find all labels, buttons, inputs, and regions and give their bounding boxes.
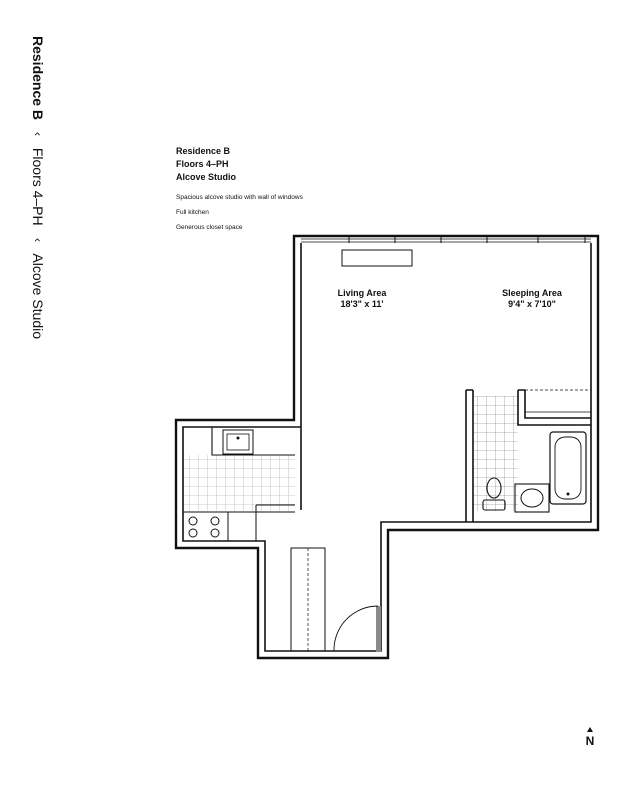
bathtub-drain (567, 493, 570, 496)
chevron-icon: ‹ (31, 237, 45, 242)
burner-icon (211, 529, 219, 537)
living-area-label (322, 288, 402, 310)
side-title-unit: Residence B (30, 36, 46, 121)
side-title-floors: Floors 4–PH (30, 147, 46, 226)
bath-floor-tile-extra (473, 396, 518, 511)
info-type: Alcove Studio (176, 172, 237, 182)
burner-icon (189, 517, 197, 525)
feature-item: Generous closet space (176, 224, 243, 231)
burner-icon (211, 517, 219, 525)
compass-north-letter: N (585, 734, 595, 748)
vanity-sink (521, 489, 543, 507)
side-title-type: Alcove Studio (30, 253, 46, 340)
radiator (342, 250, 412, 266)
burner-icon (189, 529, 197, 537)
kitchen-sink-drain (237, 437, 240, 440)
sleeping-area-name: Sleeping Area (502, 288, 562, 298)
chevron-icon: ‹ (31, 131, 45, 136)
sleeping-area-label (490, 288, 574, 310)
vanity (515, 484, 549, 512)
kitchen-floor-tile (183, 455, 295, 511)
compass (582, 722, 598, 748)
entry-door-panel (376, 606, 381, 652)
info-floors: Floors 4–PH (176, 159, 229, 169)
info-unit: Residence B (176, 146, 231, 156)
living-area-dims: 18'3" x 11' (340, 299, 384, 309)
door-swing-arc (334, 606, 378, 651)
living-area-name: Living Area (337, 288, 387, 298)
feature-item: Full kitchen (176, 209, 209, 216)
feature-item: Spacious alcove studio with wall of windows (176, 194, 303, 201)
kitchen-sink-basin (227, 434, 249, 450)
sleeping-area-dims: 9'4" x 7'10" (508, 299, 556, 309)
bathtub-basin (555, 437, 581, 499)
